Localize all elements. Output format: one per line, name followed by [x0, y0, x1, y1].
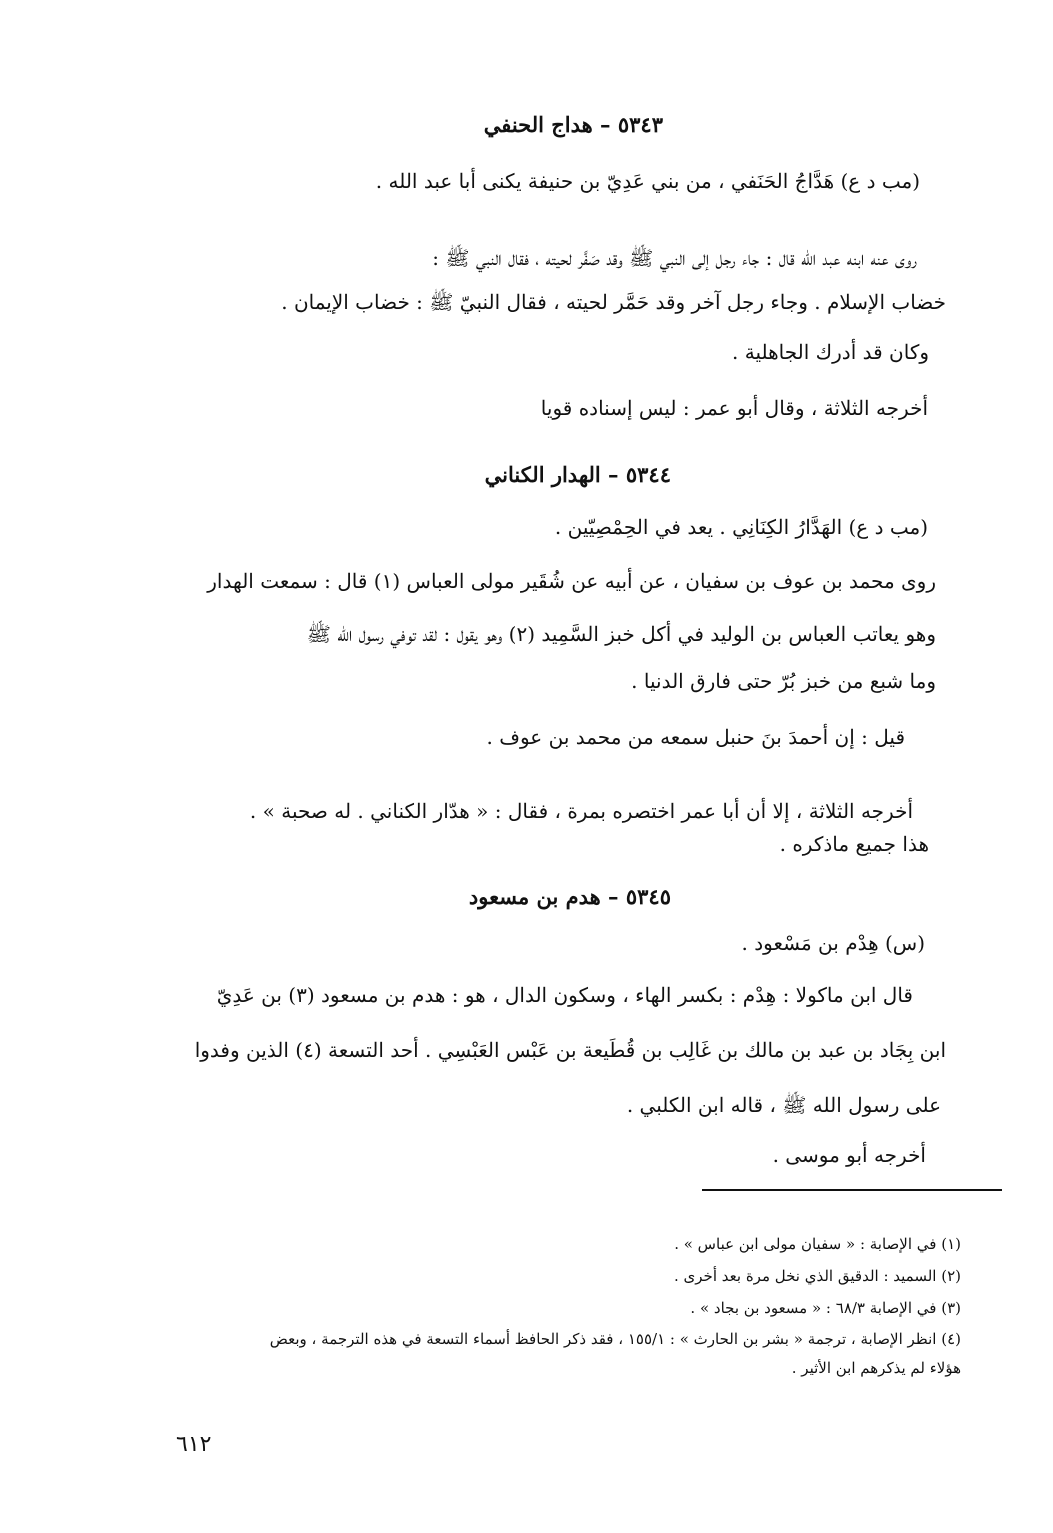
entry-title-5344: ٥٣٤٤ – الهدار الكناني — [484, 462, 671, 487]
entry-5344-line-4: وما شبع من خبز بُرّ حتى فارق الدنيا . — [631, 669, 936, 693]
entry-5345-line-5: أخرجه أبو موسى . — [772, 1143, 926, 1167]
entry-5344-line-1: (مب د ع) الهَدَّارُ الكِنَانِي . يعد في الحِمْصِيّين . — [554, 515, 928, 539]
entry-5343-line-3: خضاب الإسلام . وجاء رجل آخر وقد حَمَّر لحيته ، فقال النبيّ ﷺ : خضاب الإيمان . — [281, 290, 946, 314]
entry-5343-line-4: وكان قد أدرك الجاهلية . — [732, 340, 929, 364]
entry-5343-line-5: أخرجه الثلاثة ، وقال أبو عمر : ليس إسناده قويا — [540, 396, 928, 420]
entry-title-5345: ٥٣٤٥ – هدم بن مسعود — [468, 884, 671, 909]
footnote-separator — [702, 1189, 1002, 1191]
entry-title-5343: ٥٣٤٣ – هداج الحنفي — [483, 112, 663, 137]
entry-5345-line-1: (س) هِدْم بن مَسْعود . — [741, 931, 925, 955]
entry-5344-line-2: روى محمد بن عوف بن سفيان ، عن أبيه عن شُقَير مولى العباس (١) قال : سمعت الهدار — [207, 569, 936, 593]
entry-5344-line-5: قيل : إن أحمدَ بنَ حنبل سمعه من محمد بن عوف . — [486, 725, 905, 749]
footnote-2: (٢) السميد : الدقيق الذي نخل مرة بعد أخرى . — [674, 1267, 961, 1285]
entry-5345-line-4: على رسول الله ﷺ ، قاله ابن الكلبي . — [626, 1093, 941, 1117]
page-number: ٦١٢ — [176, 1432, 212, 1457]
footnote-4: (٤) انظر الإصابة ، ترجمة « بشر بن الحارث » : ١٥٥/١ ، فقد ذكر الحافظ أسماء التسعة في هذه الترجمة ، وبعض — [269, 1330, 961, 1348]
footnote-1: (١) في الإصابة : « سفيان مولى ابن عباس » . — [674, 1235, 961, 1253]
footnote-4-continued: هؤلاء لم يذكرهم ابن الأثير . — [791, 1359, 961, 1377]
entry-5345-line-2: قال ابن ماكولا : هِدْم : بكسر الهاء ، وسكون الدال ، هو : هدم بن مسعود (٣) بن عَدِيّ — [216, 983, 913, 1007]
entry-5345-line-3: ابن بِجَاد بن عبد بن مالك بن غَالِب بن قُطَيعة بن عَبْس العَبْسِي . أحد التسعة (٤) الذين وفدوا — [194, 1038, 946, 1062]
entry-5343-line-2: روى عنه ابنه عبد الله قال : جاء رجل إلى النبي ﷺ وقد صَفَّر لحيته ، فقال النبي ﷺ : — [432, 246, 917, 270]
footnote-3: (٣) في الإصابة ٦٨/٣ : « مسعود بن بجاد » . — [690, 1299, 961, 1317]
entry-5344-line-3: وهو يعاتب العباس بن الوليد في أكل خبز السَّمِيد (٢) وهو يقول : لقد توفي رسول الله ﷺ — [306, 622, 936, 646]
entry-5344-line-6: أخرجه الثلاثة ، إلا أن أبا عمر اختصره بمرة ، فقال : « هدّار الكناني . له صحبة » . — [249, 799, 913, 823]
entry-5343-line-1: (مب د ع) هَدَّاجُ الحَنَفي ، من بني عَدِيّ بن حنيفة يكنى أبا عبد الله . — [375, 169, 920, 193]
entry-5344-line-7: هذا جميع ماذكره . — [779, 832, 929, 856]
